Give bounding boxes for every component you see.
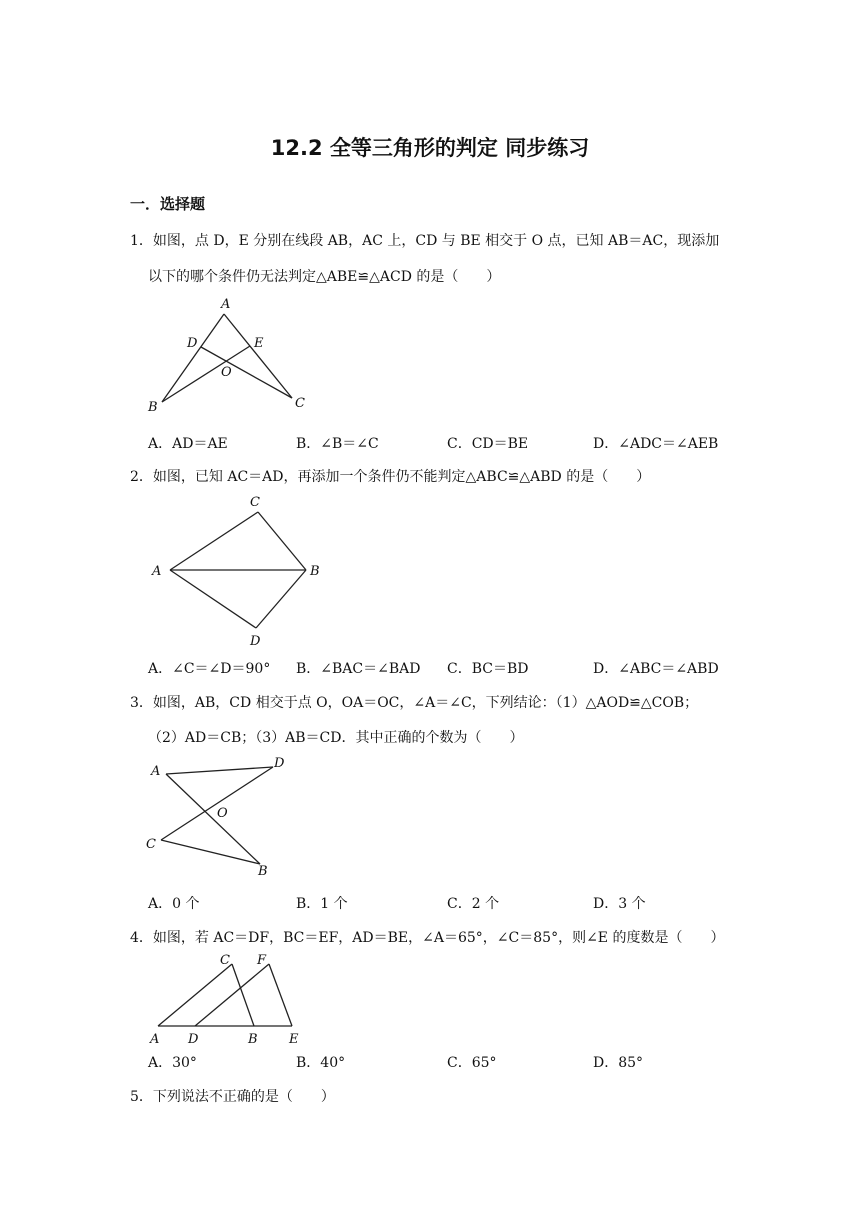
q2-option-b[interactable]: B．∠BAC＝∠BAD: [296, 661, 421, 677]
q1-label-b: B: [148, 400, 158, 415]
q4-label-d: D: [188, 1032, 199, 1047]
q4-label-a: A: [150, 1032, 160, 1047]
q3-segment-ab: [166, 774, 260, 864]
q3-label-a: A: [151, 764, 161, 779]
q4-option-a[interactable]: A．30°: [148, 1055, 197, 1071]
q1-option-a[interactable]: A．AD＝AE: [148, 436, 228, 452]
q2-label-c: C: [250, 495, 260, 510]
q2-label-d: D: [250, 634, 261, 649]
q2-option-c[interactable]: C．BC＝BD: [447, 661, 529, 677]
q4-label-e: E: [289, 1032, 299, 1047]
q1-option-d[interactable]: D．∠ADC＝∠AEB: [593, 436, 719, 452]
q1-text-line1: 1．如图，点 D，E 分别在线段 AB，AC 上，CD 与 BE 相交于 O 点，已知 AB＝AC，现添加: [130, 233, 720, 249]
page-title: 12.2 全等三角形的判定 同步练习: [270, 136, 590, 160]
q4-label-b: B: [248, 1032, 258, 1047]
q4-segment-cb: [232, 964, 254, 1026]
q2-text-line1: 2．如图，已知 AC＝AD，再添加一个条件仍不能判定△ABC≌△ABD 的是（ ）: [130, 469, 651, 485]
q2-option-a[interactable]: A．∠C＝∠D＝90°: [148, 661, 271, 677]
q4-label-c: C: [220, 953, 230, 968]
q4-option-b[interactable]: B．40°: [296, 1055, 346, 1071]
q3-text-line2: （2）AD＝CB；（3）AB＝CD．其中正确的个数为（ ）: [148, 730, 524, 746]
q1-label-e: E: [254, 336, 264, 351]
q2-figure: [140, 490, 340, 650]
q4-figure: [140, 948, 320, 1048]
q1-segment-cd: [201, 347, 292, 398]
q2-option-d[interactable]: D．∠ABC＝∠ABD: [593, 661, 719, 677]
q1-text-line2: 以下的哪个条件仍无法判定△ABE≌△ACD 的是（ ）: [148, 269, 501, 285]
q5-text-line1: 5．下列说法不正确的是（ ）: [130, 1089, 335, 1105]
q2-segment-db: [256, 570, 306, 628]
q4-segment-df: [195, 964, 269, 1026]
q2-segment-ac: [170, 512, 258, 570]
q3-segment-ad: [166, 767, 273, 774]
q4-option-d[interactable]: D．85°: [593, 1055, 644, 1071]
q1-label-a: A: [221, 297, 231, 312]
q4-segment-ac: [158, 964, 232, 1026]
q1-label-d: D: [187, 336, 198, 351]
q4-label-f: F: [257, 953, 267, 968]
q1-option-c[interactable]: C．CD＝BE: [447, 436, 529, 452]
q2-label-b: B: [310, 564, 320, 579]
q2-segment-ad: [170, 570, 256, 628]
section-heading: 一．选择题: [130, 195, 206, 213]
q3-label-d: D: [274, 756, 285, 771]
q1-label-c: C: [295, 396, 305, 411]
q3-figure: [140, 752, 300, 882]
q4-text-line1: 4．如图，若 AC＝DF，BC＝EF，AD＝BE，∠A＝65°，∠C＝85°，则∠E 的度数是（ ）: [130, 930, 725, 946]
q3-option-a[interactable]: A．0 个: [148, 896, 200, 912]
q1-option-b[interactable]: B．∠B＝∠C: [296, 436, 379, 452]
q4-segment-fe: [269, 964, 292, 1026]
q2-segment-cb: [258, 512, 306, 570]
q3-option-d[interactable]: D．3 个: [593, 896, 646, 912]
q3-segment-dc: [161, 767, 273, 840]
q2-label-a: A: [152, 564, 162, 579]
q3-label-c: C: [146, 837, 156, 852]
q3-label-o: O: [217, 806, 228, 821]
q1-segment-be: [162, 346, 250, 402]
q3-label-b: B: [258, 864, 268, 879]
q3-segment-cb: [161, 840, 260, 864]
q1-figure: [140, 290, 340, 420]
q1-segment-ab: [162, 314, 224, 402]
q1-label-o: O: [221, 365, 232, 380]
q4-option-c[interactable]: C．65°: [447, 1055, 497, 1071]
q3-option-c[interactable]: C．2 个: [447, 896, 500, 912]
q3-text-line1: 3．如图，AB，CD 相交于点 O，OA＝OC，∠A＝∠C，下列结论：（1）△AOD≌△COB；: [130, 695, 699, 711]
q3-option-b[interactable]: B．1 个: [296, 896, 348, 912]
